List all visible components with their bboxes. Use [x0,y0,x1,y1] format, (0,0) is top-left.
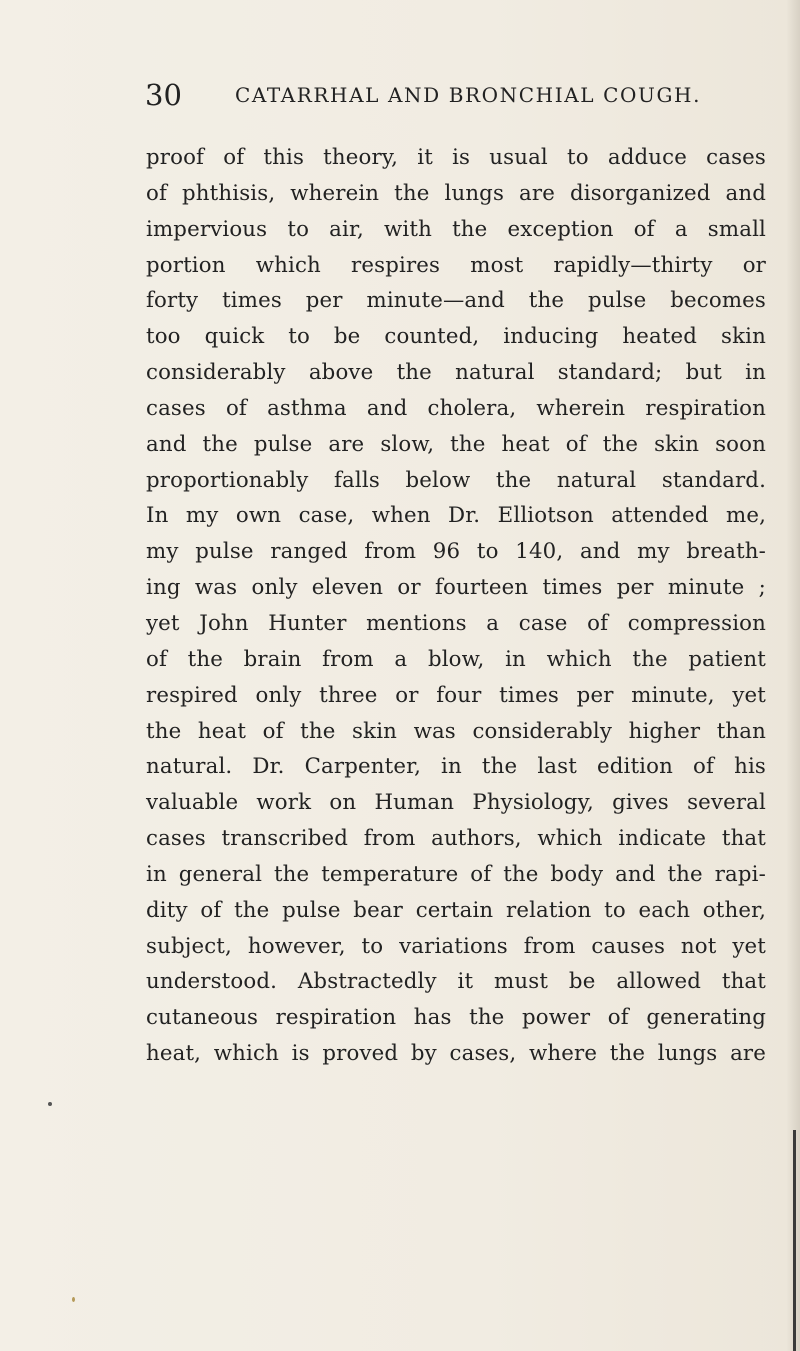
body-paragraph [146,140,766,1072]
text-line: respired only three or four times per minute, yet [146,682,766,708]
paper-speck [72,1297,75,1302]
text-line: valuable work on Human Physiology, gives several [146,790,766,816]
text-line: portion which respires most rapidly—thirty or [146,252,766,278]
text-line: and the pulse are slow, the heat of the skin soon [146,431,766,457]
text-line: dity of the pulse bear certain relation to each other, [146,897,766,923]
text-line: heat, which is proved by cases, where the lungs are [146,1041,766,1067]
page-number: 30 [145,78,182,112]
text-line: of the brain from a blow, in which the patient [146,646,766,672]
text-line: my pulse ranged from 96 to 140, and my breath- [146,539,766,565]
text-line: considerably above the natural standard; but in [146,360,766,386]
text-line: ing was only eleven or fourteen times per minute ; [146,575,766,601]
page-edge-binding-line [793,1130,796,1351]
text-line: the heat of the skin was considerably higher than [146,718,766,744]
text-line: of phthisis, wherein the lungs are disorganized and [146,180,766,206]
text-line: impervious to air, with the exception of a small [146,216,766,242]
text-line: cases of asthma and cholera, wherein respiration [146,395,766,421]
text-line: yet John Hunter mentions a case of compression [146,610,766,636]
text-line: forty times per minute—and the pulse becomes [146,288,766,314]
text-line: understood. Abstractedly it must be allowed that [146,969,766,995]
running-head: CATARRHAL AND BRONCHIAL COUGH. [235,83,702,107]
text-line: In my own case, when Dr. Elliotson attended me, [146,503,766,529]
text-line: cutaneous respiration has the power of generating [146,1005,766,1031]
paper-speck [48,1102,52,1106]
text-line: too quick to be counted, inducing heated skin [146,324,766,350]
text-line: proof of this theory, it is usual to adduce cases [146,145,766,170]
text-line: natural. Dr. Carpenter, in the last edition of his [146,754,766,780]
text-line: cases transcribed from authors, which indicate that [146,826,766,852]
text-line: proportionably falls below the natural standard. [146,467,766,493]
text-line: in general the temperature of the body and the rapi- [146,861,766,887]
page-header [145,78,705,112]
text-line: subject, however, to variations from causes not yet [146,933,766,959]
